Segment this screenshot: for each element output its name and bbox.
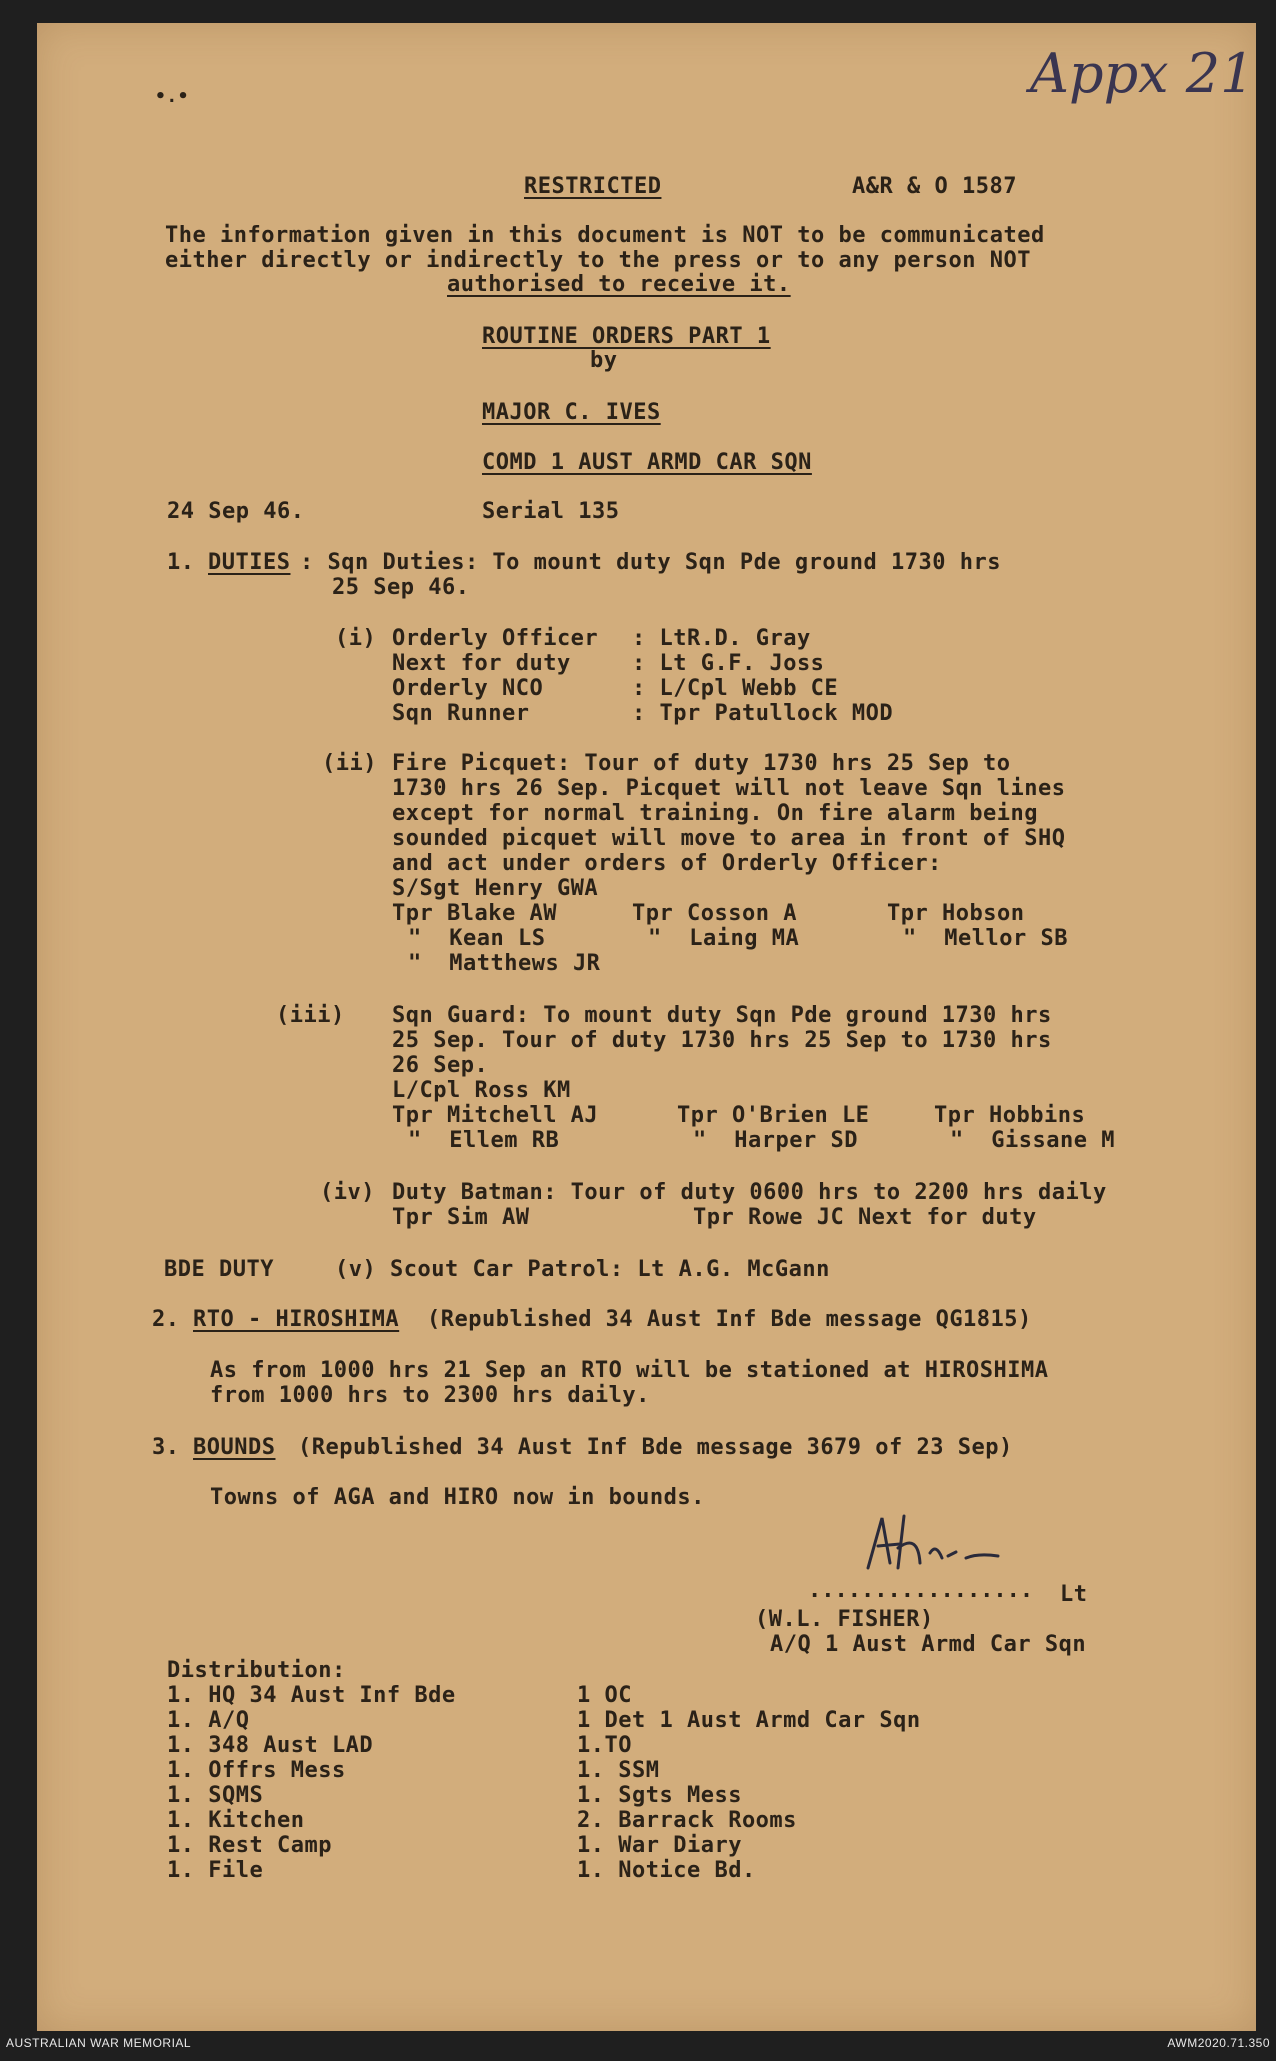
item-iii-label: (iii) bbox=[276, 1003, 345, 1028]
distribution-right-item: 1 Det 1 Aust Armd Car Sqn bbox=[577, 1708, 921, 1733]
reference-number: A&R & O 1587 bbox=[852, 174, 1017, 199]
bde-duty-label: BDE DUTY bbox=[164, 1257, 274, 1282]
fire-picquet-line: except for normal training. On fire alarm being bbox=[392, 801, 1039, 826]
handwritten-signature bbox=[848, 1508, 1008, 1578]
distribution-left-item: 1. SQMS bbox=[167, 1783, 264, 1808]
sqn-guard-line: 25 Sep. Tour of duty 1730 hrs 25 Sep to 1730 hrs bbox=[392, 1028, 1052, 1053]
roster-role: Orderly Officer bbox=[392, 626, 599, 651]
fire-picquet-line: Fire Picquet: Tour of duty 1730 hrs 25 Sep to bbox=[392, 751, 1011, 776]
item-ii-label: (ii) bbox=[322, 751, 377, 776]
distribution-left-item: 1. Offrs Mess bbox=[167, 1758, 346, 1783]
guard-name: Tpr Mitchell AJ bbox=[392, 1103, 599, 1128]
bounds-line: Towns of AGA and HIRO now in bounds. bbox=[210, 1485, 705, 1510]
issuer: MAJOR C. IVES bbox=[482, 400, 661, 425]
item-iv-label: (iv) bbox=[320, 1180, 375, 1205]
distribution-right-item: 1. Sgts Mess bbox=[577, 1783, 742, 1808]
signatory-title: A/Q 1 Aust Armd Car Sqn bbox=[770, 1632, 1087, 1657]
fire-picquet-line: S/Sgt Henry GWA bbox=[392, 876, 599, 901]
section-3-reference: (Republished 34 Aust Inf Bde message 3679 of 23 Sep) bbox=[298, 1435, 1013, 1460]
distribution-right-item: 2. Barrack Rooms bbox=[577, 1808, 797, 1833]
roster-name: : Tpr Patullock MOD bbox=[632, 701, 894, 726]
section-3-number: 3. bbox=[152, 1435, 180, 1460]
signature-line: ................. bbox=[808, 1578, 1034, 1603]
distribution-left-item: 1. A/Q bbox=[167, 1708, 250, 1733]
signatory-name: (W.L. FISHER) bbox=[755, 1607, 934, 1632]
serial: Serial 135 bbox=[482, 499, 620, 524]
sqn-guard-line: L/Cpl Ross KM bbox=[392, 1078, 571, 1103]
duty-batman-name: Tpr Sim AW bbox=[392, 1205, 530, 1230]
picquet-name: Tpr Blake AW bbox=[392, 901, 557, 926]
distribution-left-item: 1. File bbox=[167, 1858, 264, 1883]
picquet-name: Tpr Hobson bbox=[887, 901, 1025, 926]
picquet-name: Tpr Cosson A bbox=[632, 901, 797, 926]
guard-name: Tpr O'Brien LE bbox=[677, 1103, 870, 1128]
rto-line-1: As from 1000 hrs 21 Sep an RTO will be stationed at HIROSHIMA bbox=[210, 1358, 1049, 1383]
distribution-right-item: 1. War Diary bbox=[577, 1833, 742, 1858]
roster-name: : Lt G.F. Joss bbox=[632, 651, 825, 676]
notice-line-1: The information given in this document is NOT to be communicated bbox=[165, 223, 1045, 248]
picquet-name: " Mellor SB bbox=[903, 926, 1068, 951]
unit: COMD 1 AUST ARMD CAR SQN bbox=[482, 450, 812, 475]
distribution-left-item: 1. Rest Camp bbox=[167, 1833, 332, 1858]
roster-name: : L/Cpl Webb CE bbox=[632, 676, 839, 701]
rto-line-2: from 1000 hrs to 2300 hrs daily. bbox=[210, 1383, 650, 1408]
notice-line-3: authorised to receive it. bbox=[447, 272, 791, 297]
fire-picquet-line: sounded picquet will move to area in front of SHQ bbox=[392, 826, 1066, 851]
fire-picquet-line: and act under orders of Orderly Officer: bbox=[392, 851, 942, 876]
sqn-guard-line: Sqn Guard: To mount duty Sqn Pde ground 1730 hrs bbox=[392, 1003, 1052, 1028]
roster-role: Next for duty bbox=[392, 651, 571, 676]
distribution-right-item: 1. Notice Bd. bbox=[577, 1858, 756, 1883]
distribution-left-item: 1. Kitchen bbox=[167, 1808, 305, 1833]
section-1-number: 1. bbox=[167, 550, 195, 575]
punch-mark: •.• bbox=[155, 86, 190, 107]
roster-role: Orderly NCO bbox=[392, 676, 544, 701]
section-2-number: 2. bbox=[152, 1307, 180, 1332]
distribution-heading: Distribution: bbox=[167, 1658, 346, 1683]
roster-role: Sqn Runner bbox=[392, 701, 530, 726]
section-3-heading: BOUNDS bbox=[193, 1435, 276, 1460]
notice-line-2: either directly or indirectly to the press or to any person NOT bbox=[165, 248, 1031, 273]
distribution-right-item: 1 OC bbox=[577, 1683, 632, 1708]
guard-name: " Ellem RB bbox=[408, 1128, 560, 1153]
guard-name: " Gissane M bbox=[950, 1128, 1115, 1153]
distribution-right-item: 1.TO bbox=[577, 1733, 632, 1758]
item-i-label: (i) bbox=[335, 626, 377, 651]
document-title: ROUTINE ORDERS PART 1 bbox=[482, 324, 771, 349]
guard-name: " Harper SD bbox=[693, 1128, 858, 1153]
scout-car-patrol: (v) Scout Car Patrol: Lt A.G. McGann bbox=[335, 1257, 830, 1282]
picquet-name: " Kean LS bbox=[408, 926, 546, 951]
section-1-heading: DUTIES bbox=[208, 550, 291, 575]
distribution-left-item: 1. 348 Aust LAD bbox=[167, 1733, 374, 1758]
appendix-annotation: Appx 21 bbox=[1030, 42, 1255, 105]
order-date: 24 Sep 46. bbox=[167, 499, 305, 524]
section-2-heading: RTO - HIROSHIMA bbox=[193, 1307, 400, 1332]
archive-credit: AUSTRALIAN WAR MEMORIAL bbox=[6, 2036, 192, 2050]
duties-intro-2: 25 Sep 46. bbox=[332, 575, 470, 600]
section-2-reference: (Republished 34 Aust Inf Bde message QG1815) bbox=[427, 1307, 1032, 1332]
guard-name: Tpr Hobbins bbox=[934, 1103, 1086, 1128]
distribution-right-item: 1. SSM bbox=[577, 1758, 660, 1783]
classification: RESTRICTED bbox=[524, 174, 662, 199]
picquet-name: " Laing MA bbox=[648, 926, 800, 951]
roster-name: : LtR.D. Gray bbox=[632, 626, 811, 651]
duty-batman-next: Tpr Rowe JC Next for duty bbox=[693, 1205, 1037, 1230]
duties-intro-1: : Sqn Duties: To mount duty Sqn Pde ground 1730 hrs bbox=[300, 550, 1002, 575]
fire-picquet-line: 1730 hrs 26 Sep. Picquet will not leave Sqn lines bbox=[392, 776, 1066, 801]
archive-reference: AWM2020.71.350 bbox=[1167, 2036, 1270, 2050]
signature-rank: Lt bbox=[1060, 1582, 1088, 1607]
duty-batman-line: Duty Batman: Tour of duty 0600 hrs to 2200 hrs daily bbox=[392, 1180, 1107, 1205]
title-by: by bbox=[590, 348, 618, 373]
sqn-guard-line: 26 Sep. bbox=[392, 1053, 489, 1078]
picquet-name: " Matthews JR bbox=[408, 951, 601, 976]
distribution-left-item: 1. HQ 34 Aust Inf Bde bbox=[167, 1683, 456, 1708]
